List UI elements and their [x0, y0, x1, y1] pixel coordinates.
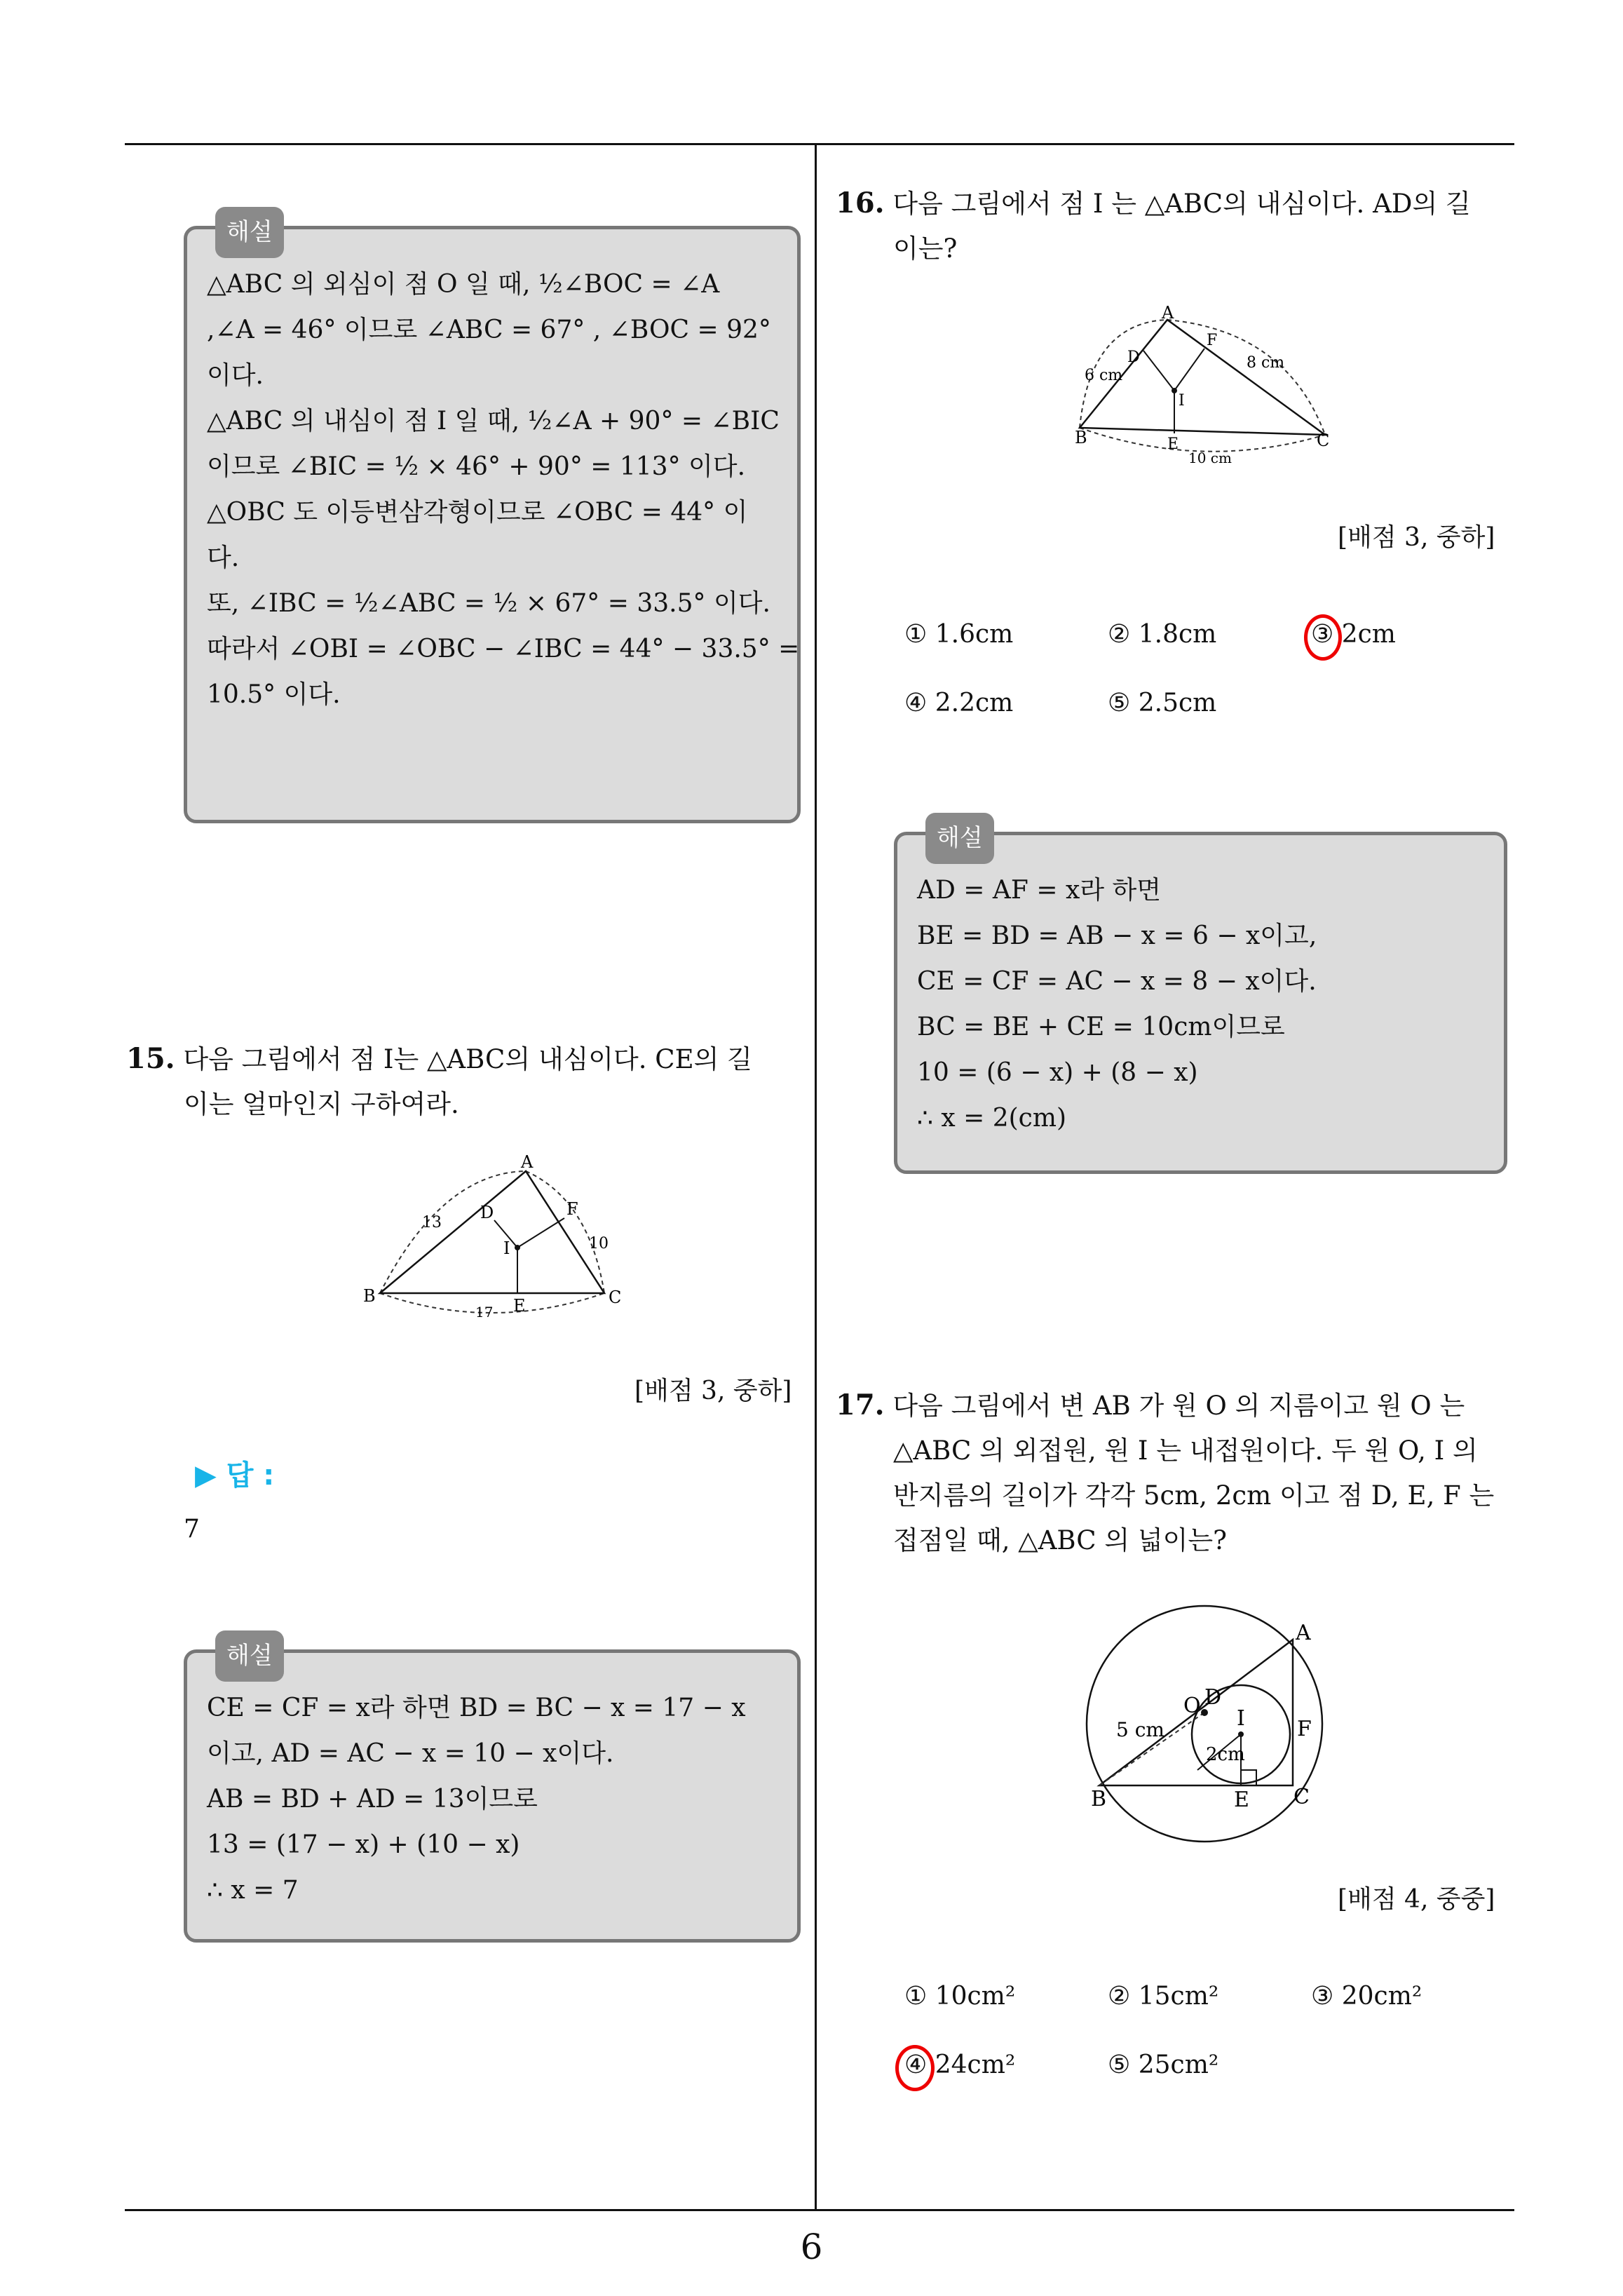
label-ac: 8 cm	[1247, 354, 1285, 372]
label-a: A	[521, 1152, 534, 1172]
question-15	[126, 1036, 799, 1127]
question-number: 17.	[836, 1389, 885, 1422]
solution-box-14	[184, 218, 801, 823]
solution-line: 또, ∠IBC = ½∠ABC = ½ × 67° = 33.5° 이다.	[207, 589, 770, 618]
solution-line: △ABC 의 외심이 점 O 일 때, ½∠BOC = ∠A	[207, 270, 720, 299]
score-15: [배점 3, 중하]	[634, 1377, 792, 1405]
solution-line: 10 = (6 − x) + (8 − x)	[917, 1058, 1198, 1087]
label-f: F	[566, 1199, 578, 1219]
circle-figure-17	[1080, 1599, 1332, 1851]
label-a: A	[1296, 1621, 1311, 1645]
label-b: B	[1091, 1787, 1107, 1811]
choice-4[interactable]: ④ 2.2cm	[904, 689, 1014, 717]
question-text: 접점일 때, △ABC 의 넓이는?	[893, 1525, 1227, 1555]
question-number: 15.	[126, 1042, 175, 1075]
question-text: △ABC 의 외접원, 원 I 는 내접원이다. 두 원 O, I 의	[893, 1436, 1478, 1466]
page-number: 6	[800, 2227, 823, 2267]
solution-line: ,∠A = 46° 이므로 ∠ABC = 67° , ∠BOC = 92°	[207, 316, 771, 344]
question-text: 다음 그림에서 점 I는 △ABC의 내심이다. CE의 길	[183, 1044, 752, 1074]
solution-line: BE = BD = AB − x = 6 − x이고,	[917, 921, 1317, 950]
label-o: O	[1183, 1694, 1201, 1718]
label-bc: 10 cm	[1188, 450, 1232, 466]
solution-box-15	[184, 1642, 801, 1943]
choice-2[interactable]: ② 1.8cm	[1108, 620, 1217, 649]
label-d: D	[1204, 1685, 1222, 1710]
choice-5[interactable]: ⑤ 25cm²	[1108, 2051, 1219, 2079]
column-divider	[815, 143, 817, 2210]
question-text: 다음 그림에서 점 I 는 △ABC의 내심이다. AD의 길	[892, 189, 1471, 219]
solution-line: AB = BD + AD = 13이므로	[207, 1785, 538, 1814]
label-f: F	[1207, 332, 1218, 349]
solution-line: BC = BE + CE = 10cm이므로	[917, 1013, 1285, 1041]
solution-line: CE = CF = AC − x = 8 − x이다.	[917, 967, 1317, 996]
selected-answer-mark	[1304, 614, 1342, 661]
label-bc: 17	[475, 1304, 494, 1321]
label-e: E	[1234, 1788, 1249, 1812]
solution-line: △OBC 도 이등변삼각형이므로 ∠OBC = 44° 이	[207, 498, 748, 527]
solution-line: 13 = (17 − x) + (10 − x)	[207, 1830, 520, 1859]
label-e: E	[1167, 435, 1179, 453]
choice-3[interactable]: ③ 2cm	[1311, 620, 1396, 649]
question-text: 다음 그림에서 변 AB 가 원 O 의 지름이고 원 O 는	[892, 1391, 1465, 1421]
choice-2[interactable]: ② 15cm²	[1108, 1982, 1219, 2011]
solution-box-16	[894, 824, 1507, 1174]
solution-line: 따라서 ∠OBI = ∠OBC − ∠IBC = 44° − 33.5° =	[207, 635, 800, 663]
label-c: C	[1293, 1785, 1310, 1809]
question-text: 반지름의 길이가 각각 5cm, 2cm 이고 점 D, E, F 는	[893, 1480, 1495, 1511]
label-d: D	[480, 1203, 494, 1222]
solution-tag: 해설	[215, 1630, 284, 1682]
label-a: A	[1162, 303, 1174, 323]
score-17: [배점 4, 중중]	[1338, 1885, 1495, 1914]
solution-line: △ABC 의 내심이 점 I 일 때, ½∠A + 90° = ∠BIC	[207, 407, 780, 435]
label-d: D	[1127, 349, 1140, 366]
solution-line: 10.5° 이다.	[207, 680, 341, 709]
question-text: 이는 얼마인지 구하여라.	[184, 1089, 459, 1119]
triangle-figure-15	[358, 1152, 638, 1325]
label-b: B	[363, 1286, 376, 1306]
solution-line: 이고, AD = AC − x = 10 − x이다.	[207, 1739, 614, 1768]
top-rule	[125, 143, 1514, 145]
label-r-small: 2cm	[1206, 1744, 1245, 1765]
choice-3[interactable]: ③ 20cm²	[1311, 1982, 1422, 2011]
solution-line: CE = CF = x라 하면 BD = BC − x = 17 − x	[207, 1694, 746, 1722]
question-17	[836, 1383, 1509, 1563]
label-i: I	[503, 1238, 510, 1258]
label-c: C	[1317, 431, 1330, 450]
bottom-rule	[125, 2209, 1514, 2211]
label-ab: 6 cm	[1085, 367, 1123, 384]
label-i: I	[1179, 392, 1185, 410]
label-i: I	[1237, 1706, 1245, 1731]
choice-4[interactable]: ④ 24cm²	[904, 2051, 1016, 2079]
solution-line: 다.	[207, 543, 240, 572]
answer-label: ▶ 답 :	[195, 1459, 275, 1492]
choice-1[interactable]: ① 10cm²	[904, 1982, 1016, 2011]
choice-5[interactable]: ⑤ 2.5cm	[1108, 689, 1217, 717]
solution-line: 이므로 ∠BIC = ½ × 46° + 90° = 113° 이다.	[207, 452, 746, 481]
solution-line: 이다.	[207, 361, 264, 390]
score-16: [배점 3, 중하]	[1338, 523, 1495, 552]
answer-value: 7	[184, 1515, 200, 1544]
label-b: B	[1075, 428, 1087, 447]
question-text: 이는?	[893, 234, 958, 264]
question-number: 16.	[836, 187, 885, 220]
selected-answer-mark	[895, 2045, 935, 2091]
label-ac: 10	[589, 1235, 609, 1252]
label-r-big: 5 cm	[1116, 1718, 1164, 1741]
label-c: C	[609, 1288, 622, 1307]
label-f: F	[1297, 1717, 1312, 1741]
choice-1[interactable]: ① 1.6cm	[904, 620, 1014, 649]
solution-line: ∴ x = 7	[207, 1876, 299, 1905]
solution-tag: 해설	[925, 813, 994, 864]
label-e: E	[513, 1296, 526, 1316]
solution-line: ∴ x = 2(cm)	[917, 1104, 1066, 1133]
label-ab: 13	[422, 1214, 442, 1231]
solution-tag: 해설	[215, 207, 284, 258]
triangle-figure-16	[1076, 303, 1343, 471]
solution-line: AD = AF = x라 하면	[917, 876, 1162, 905]
question-16	[836, 181, 1509, 271]
